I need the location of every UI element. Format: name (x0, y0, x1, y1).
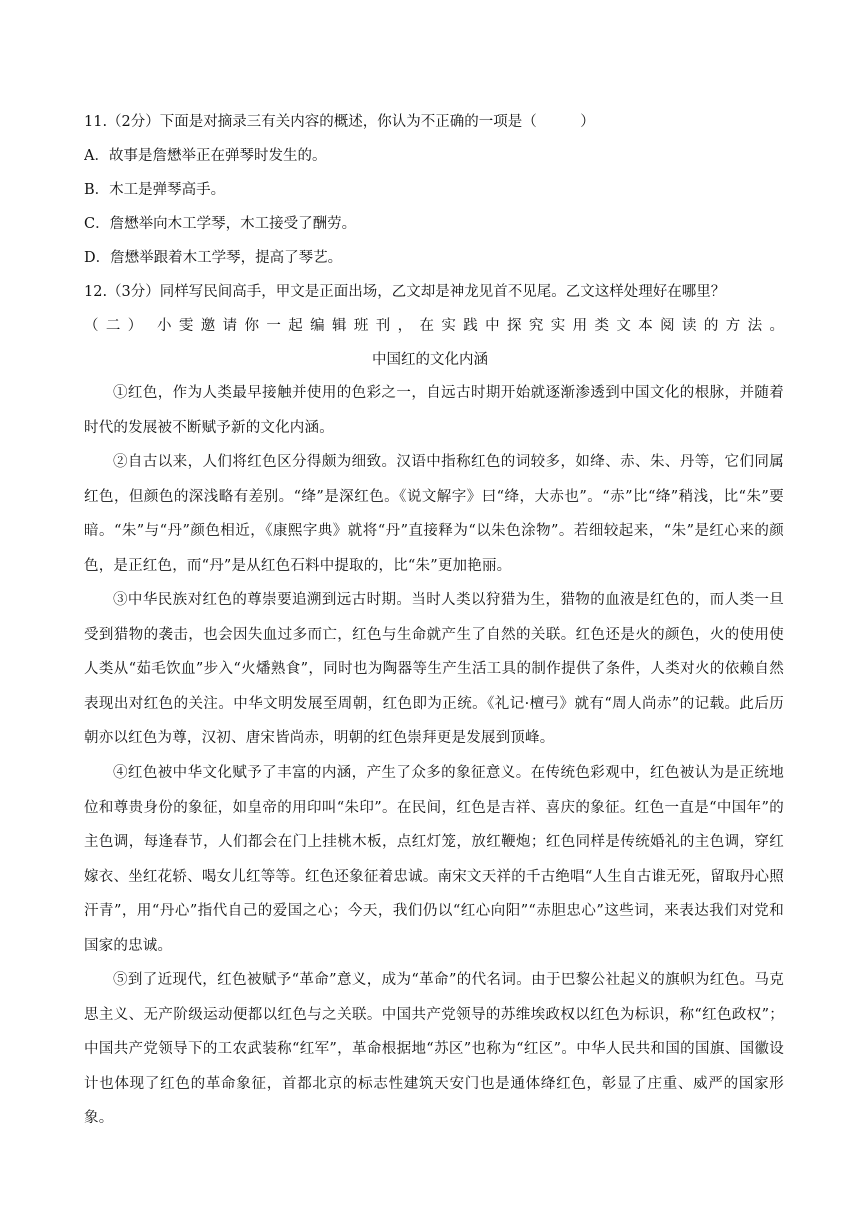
section-char: 读 (682, 318, 697, 334)
question-11-option-d: D．詹懋举跟着木工学琴，提高了琴艺。 (84, 250, 343, 266)
section-char: 方 (725, 318, 741, 334)
section-char: 在 (419, 318, 434, 334)
section-char: 编 (310, 318, 325, 334)
section-char: 类 (594, 318, 609, 334)
section-char: 文 (616, 318, 631, 334)
section-char: 本 (638, 318, 653, 334)
section-char: 探 (507, 318, 522, 334)
question-11-option-a: A．故事是詹懋举正在弹琴时发生的。 (84, 148, 327, 164)
article-paragraph-3: ③中华民族对红色的尊崇要追溯到远古时期。当时人类以狩猎为生，猎物的血液是红色的，而人类一旦受到猎物的袭击，也会因失血过多而亡，红色与生命就产生了自然的关联。红色还是火的颜色，火的使用使人类从“茹毛饮血”步入“火燔熟食”，同时也为陶器等生产生活工具的制作提供了条件，人类对火的依赖自然表现出对红色的关注。中华文明发展至周朝，红色即为正统。《礼记·檀弓》就有“周人尚赤”的记载。此后历朝亦以红色为尊，汉初、唐宋皆尚赤，明朝的红色崇拜更是发展到顶峰。 (84, 592, 784, 746)
section-char: 实 (550, 318, 566, 334)
section-char: 辑 (332, 318, 347, 334)
article-paragraph-5: ⑤到了近现代，红色被赋予“革命”意义，成为“革命”的代名词。由于巴黎公社起义的旗帜为红色。马克思主义、无产阶级运动便都以红色与之关联。中国共产党领导的苏维埃政权以红色为标识，称“红色政权”；中国共产党领导下的工农武装称“红军”，革命根据地“苏区”也称为“红区”。中华人民共和国的国旗、国徽设计也体现了红色的革命象征，首都北京的标志性建筑天安门也是通体绛红色，彰显了庄重、威严的国家形象。 (84, 972, 784, 1126)
section-char: 起 (288, 318, 303, 334)
section-char: 用 (572, 318, 588, 334)
section-two-heading (84, 316, 784, 336)
article-paragraph-2: ②自古以来，人们将红色区分得颇为细致。汉语中指称红色的词较多，如绛、赤、朱、丹等，它们同属红色，但颜色的深浅略有差别。“绛”是深红色。《说文解字》曰“绛，大赤也”。“赤”比“绛”稍浅，比“朱”要暗。“朱”与“丹”颜色相近，《康熙字典》就将“丹”直接释为“以朱色涂物”。若细较起来，“朱”是红心来的颜色，是正红色，而“丹”是从红色石料中提取的，比“朱”更加艳丽。 (84, 454, 784, 574)
section-char: 一 (266, 318, 281, 334)
question-11-option-c: C．詹懋举向木工学琴，木工接受了酬劳。 (84, 216, 357, 232)
section-char: 阅 (660, 318, 675, 334)
article-title: 中国红的文化内涵 (372, 352, 488, 368)
question-12-stem: 12.（3分）同样写民间高手，甲文是正面出场，乙文却是神龙见首不见尾。乙文这样处理好在哪里？ (84, 284, 726, 300)
section-char: 中 (485, 318, 500, 334)
section-char: 请 (222, 318, 238, 334)
section-char: 践 (463, 318, 478, 334)
section-char: （ (84, 318, 99, 334)
article-paragraph-4: ④红色被中华文化赋予了丰富的内涵，产生了众多的象征意义。在传统色彩观中，红色被认为是正统地位和尊贵身份的象征，如皇帝的用印叫“朱印”。在民间，红色是吉祥、喜庆的象征。红色一直是“中国年”的主色调，每逢春节，人们都会在门上挂桃木板，点红灯笼，放红鞭炮；红色同样是传统婚礼的主色调，穿红嫁衣、坐红花轿、喝女儿红等等。红色还象征着忠诚。南宋文天祥的千古绝唱“人生自古谁无死，留取丹心照汗青”，用“丹心”指代自己的爱国之心；今天，我们仍以“红心向阳”“赤胆忠心”这些词，来表达我们对党和国家的忠诚。 (84, 765, 784, 954)
section-char: ， (397, 318, 413, 334)
section-char: 。 (769, 318, 784, 334)
section-char: 小 (157, 318, 172, 334)
question-11-option-b: B．木工是弹琴高手。 (84, 182, 226, 198)
section-char: 法 (747, 318, 763, 334)
section-char: 班 (353, 318, 369, 334)
section-char: 邀 (200, 318, 216, 334)
section-char: 究 (528, 318, 544, 334)
section-char: 的 (703, 318, 719, 334)
article-paragraph-1: ①红色，作为人类最早接触并使用的色彩之一，自远古时期开始就逐渐渗透到中国文化的根脉，并随着时代的发展被不断赋予新的文化内涵。 (84, 385, 784, 436)
section-char: 你 (244, 318, 259, 334)
section-char: 刊 (375, 318, 391, 334)
section-char: 雯 (178, 318, 194, 334)
question-11-stem: 11.（2分）下面是对摘录三有关内容的概述，你认为不正确的一项是（ ） (84, 114, 595, 130)
section-char: 实 (441, 318, 456, 334)
section-char: ） (127, 318, 143, 334)
section-char: 二 (105, 318, 121, 334)
